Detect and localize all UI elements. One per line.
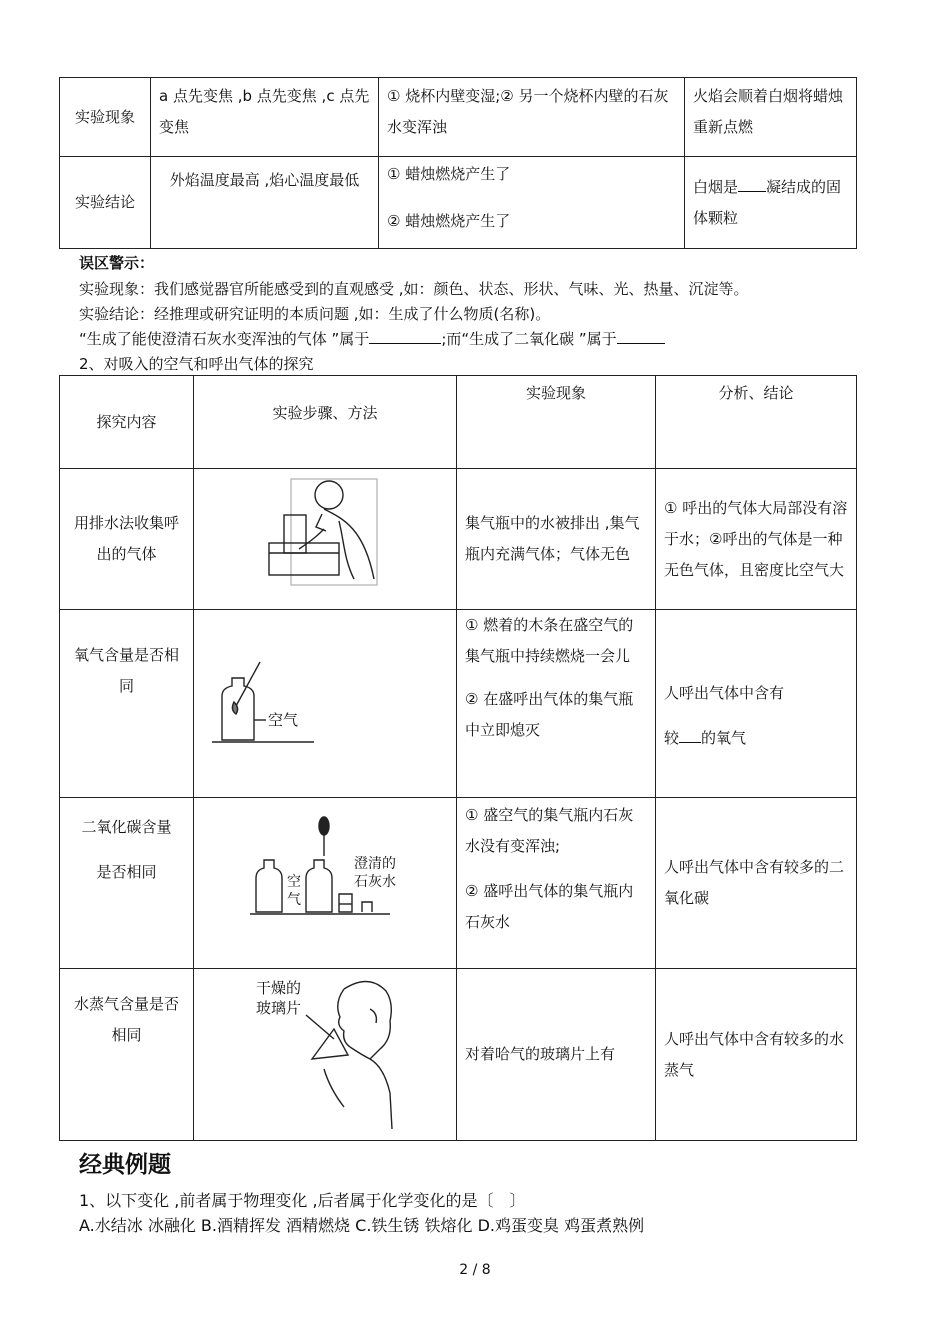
oxygen-test-illustration: [194, 610, 457, 797]
cell-text: ① 蜡烛燃烧产生了: [387, 165, 511, 183]
cell-phenomenon-3: [685, 78, 857, 157]
cell-text: 较: [664, 729, 680, 747]
label-text: 实验现象: [74, 107, 135, 126]
cell-text: 氧气含量是否相同: [73, 646, 179, 695]
cell-text: 人呼出气体中含有较多的水蒸气: [664, 1029, 845, 1079]
row-content: [60, 469, 194, 610]
cell-text: 火焰会顺着白烟将蜡烛重新点燃: [693, 87, 844, 136]
cell-text: ① 呼出的气体大局部没有溶于水；②呼出的气体是一种无色气体，且密度比空气大: [664, 498, 848, 579]
cell-conclusion-2: [379, 157, 685, 249]
cell-phenomenon-1: [151, 78, 379, 157]
cell-text: 用排水法收集呼出的气体: [73, 514, 179, 563]
section-title: 经典例题: [79, 1152, 171, 1178]
air-label-1: 空: [287, 874, 301, 890]
header-text: 实验现象: [525, 384, 586, 402]
header-text: 实验步骤、方法: [272, 404, 378, 422]
header-phenomenon: [457, 376, 656, 469]
cell-text: ① 烧杯内壁变湿;② 另一个烧杯内壁的石灰水变浑浊: [387, 87, 669, 136]
cell-text: 外焰温度最高 ,焰心温度最低: [169, 171, 360, 189]
header-content: [60, 376, 194, 469]
row-conclusion: [656, 969, 857, 1141]
question-1-options: A.水结冰 冰融化 B.酒精挥发 酒精燃烧 C.铁生锈 铁熔化 D.鸡蛋变臭 鸡蛋煮熟例: [79, 1216, 645, 1235]
fill-blank: [617, 329, 665, 344]
cell-text: 集气瓶中的水被排出 ,集气瓶内充满气体；气体无色: [465, 514, 640, 563]
header-text: 探究内容: [96, 412, 157, 431]
note-text: ;而“生成了二氧化碳 ”属于: [441, 330, 617, 348]
cell-text: ② 盛呼出气体的集气瓶内石灰水: [465, 882, 634, 931]
figure-co2-test: [194, 798, 457, 969]
cell-text: 的氧气: [701, 729, 747, 747]
header-conclusion: [656, 376, 857, 469]
question-1: 1、以下变化 ,前者属于物理变化 ,后者属于化学变化的是〔 〕: [79, 1191, 526, 1210]
notes-line-4: 2、对吸入的空气和呼出气体的探究: [79, 355, 314, 373]
page-number: 2 / 8: [459, 1262, 491, 1278]
water-vapor-illustration: [194, 969, 457, 1140]
cell-text: ② 在盛呼出气体的集气瓶中立即熄灭: [465, 690, 634, 739]
notes-line-1: 实验现象：我们感觉器官所能感受到的直观感受 ,如：颜色、状态、形状、气味、光、热量、沉淀等。: [79, 280, 749, 298]
cell-text: 凝结成的固体颗粒: [693, 177, 842, 227]
notes-line-3: [79, 329, 665, 349]
cell-text: a 点先变焦 ,b 点先变焦 ,c 点先变焦: [159, 87, 370, 136]
fill-blank: [679, 728, 701, 743]
cell-text: 人呼出气体中含有: [664, 684, 785, 702]
cell-text: ② 蜡烛燃烧产生了: [387, 212, 511, 230]
cell-text: 对着哈气的玻璃片上有: [465, 1045, 616, 1063]
experiment-table-2: [59, 375, 857, 1141]
row-content: [60, 610, 194, 798]
row-phenomenon: [457, 798, 656, 969]
label-text: 实验结论: [74, 193, 135, 211]
cell-phenomenon-2: [379, 78, 685, 157]
glass-label-1: 干燥的: [256, 979, 302, 997]
row-phenomenon: [457, 610, 656, 798]
limewater-label-2: 石灰水: [354, 874, 396, 890]
fill-blank: [738, 177, 766, 192]
cell-conclusion-1: [151, 157, 379, 249]
row-phenomenon: [457, 969, 656, 1141]
row-phenomenon: [457, 469, 656, 610]
fill-blank: [369, 329, 441, 344]
figure-oxygen-test: [194, 610, 457, 798]
header-method: [194, 376, 457, 469]
glass-label-2: 玻璃片: [256, 999, 302, 1017]
cell-text: ① 燃着的木条在盛空气的集气瓶中持续燃烧一会儿: [465, 616, 634, 665]
row-content: [60, 798, 194, 969]
water-collection-illustration: [194, 469, 457, 609]
note-text: “生成了能使澄清石灰水变浑浊的气体 ”属于: [79, 330, 370, 348]
cell-text: 白烟是: [693, 177, 739, 196]
row-label-phenomenon: [60, 78, 151, 157]
cell-text: 是否相同: [96, 863, 157, 881]
notes-line-2: 实验结论：经推理或研究证明的本质问题 ,如：生成了什么物质(名称)。: [79, 305, 551, 323]
cell-text-line: [664, 723, 848, 754]
cell-text: 人呼出气体中含有较多的二氧化碳: [664, 858, 845, 907]
row-content: [60, 969, 194, 1141]
figure-water-vapor-test: [194, 969, 457, 1141]
cell-text: 二氧化碳含量: [81, 818, 172, 836]
experiment-table-1: [59, 77, 857, 249]
air-label: 空气: [268, 711, 299, 729]
cell-conclusion-3: [685, 157, 857, 249]
row-conclusion: [656, 469, 857, 610]
figure-water-collection: [194, 469, 457, 610]
row-conclusion: [656, 610, 857, 798]
row-conclusion: [656, 798, 857, 969]
cell-text: ① 盛空气的集气瓶内石灰水没有变浑浊;: [465, 806, 634, 855]
limewater-label-1: 澄清的: [354, 856, 396, 872]
header-text: 分析、结论: [718, 384, 794, 402]
co2-test-illustration: [194, 798, 457, 968]
cell-text: 水蒸气含量是否相同: [73, 995, 179, 1044]
air-label-2: 气: [287, 892, 301, 908]
notes-heading: 误区警示：: [79, 254, 155, 272]
row-label-conclusion: [60, 157, 151, 249]
